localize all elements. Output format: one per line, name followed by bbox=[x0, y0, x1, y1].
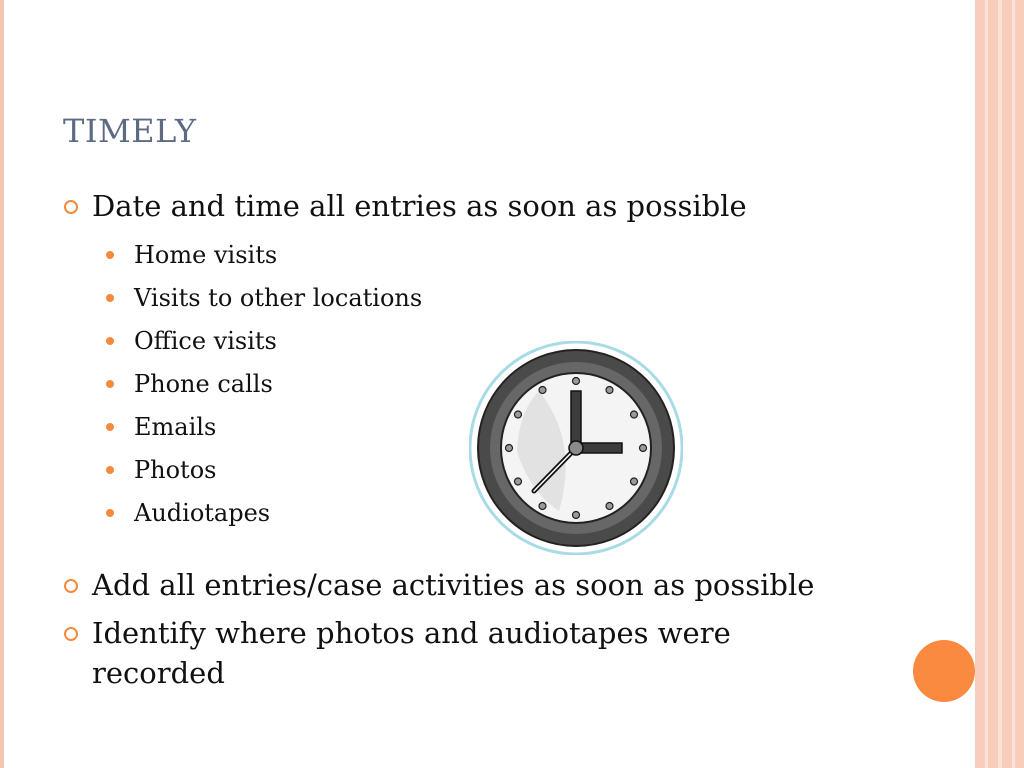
bullet-dot-icon bbox=[106, 251, 114, 259]
bullet-dot-icon bbox=[106, 294, 114, 302]
right-border-line bbox=[1012, 0, 1015, 768]
sub-bullet-item bbox=[62, 320, 842, 363]
left-border-stripe bbox=[0, 0, 4, 768]
sub-bullet-text: Phone calls bbox=[134, 370, 273, 398]
right-border-line bbox=[985, 0, 988, 768]
orange-circle bbox=[913, 640, 975, 702]
sub-bullet-item bbox=[62, 492, 842, 535]
bullet-dot-icon bbox=[106, 509, 114, 517]
sub-bullet-item bbox=[62, 363, 842, 406]
slide-title: TIMELY bbox=[63, 112, 197, 150]
bullet-ring-icon bbox=[64, 200, 78, 214]
sub-bullet-text: Home visits bbox=[134, 241, 278, 269]
sub-bullet-text: Office visits bbox=[134, 327, 277, 355]
sub-bullet-item bbox=[62, 449, 842, 492]
bullet-item bbox=[62, 565, 842, 605]
sub-bullet-item bbox=[62, 406, 842, 449]
bullet-text: Add all entries/case activities as soon as possible bbox=[92, 568, 815, 602]
sub-bullet-item bbox=[62, 234, 842, 277]
bullet-text: Date and time all entries as soon as possible bbox=[92, 189, 747, 223]
bullet-ring-icon bbox=[64, 579, 78, 593]
sub-bullet-item bbox=[62, 277, 842, 320]
sub-bullet-text: Audiotapes bbox=[134, 499, 271, 527]
bullet-list bbox=[62, 186, 842, 701]
clock-icon bbox=[469, 341, 683, 555]
sub-bullet-text: Emails bbox=[134, 413, 217, 441]
sub-bullet-text: Photos bbox=[134, 456, 217, 484]
bullet-dot-icon bbox=[106, 466, 114, 474]
bullet-item bbox=[62, 186, 842, 226]
sub-bullet-text: Visits to other locations bbox=[134, 284, 423, 312]
bullet-text: Identify where photos and audiotapes were recorded bbox=[92, 616, 731, 690]
bullet-dot-icon bbox=[106, 380, 114, 388]
bullet-item bbox=[62, 613, 842, 693]
bullet-dot-icon bbox=[106, 337, 114, 345]
sub-bullet-list bbox=[62, 234, 842, 535]
bullet-dot-icon bbox=[106, 423, 114, 431]
right-border-line bbox=[998, 0, 1002, 768]
bullet-ring-icon bbox=[64, 627, 78, 641]
